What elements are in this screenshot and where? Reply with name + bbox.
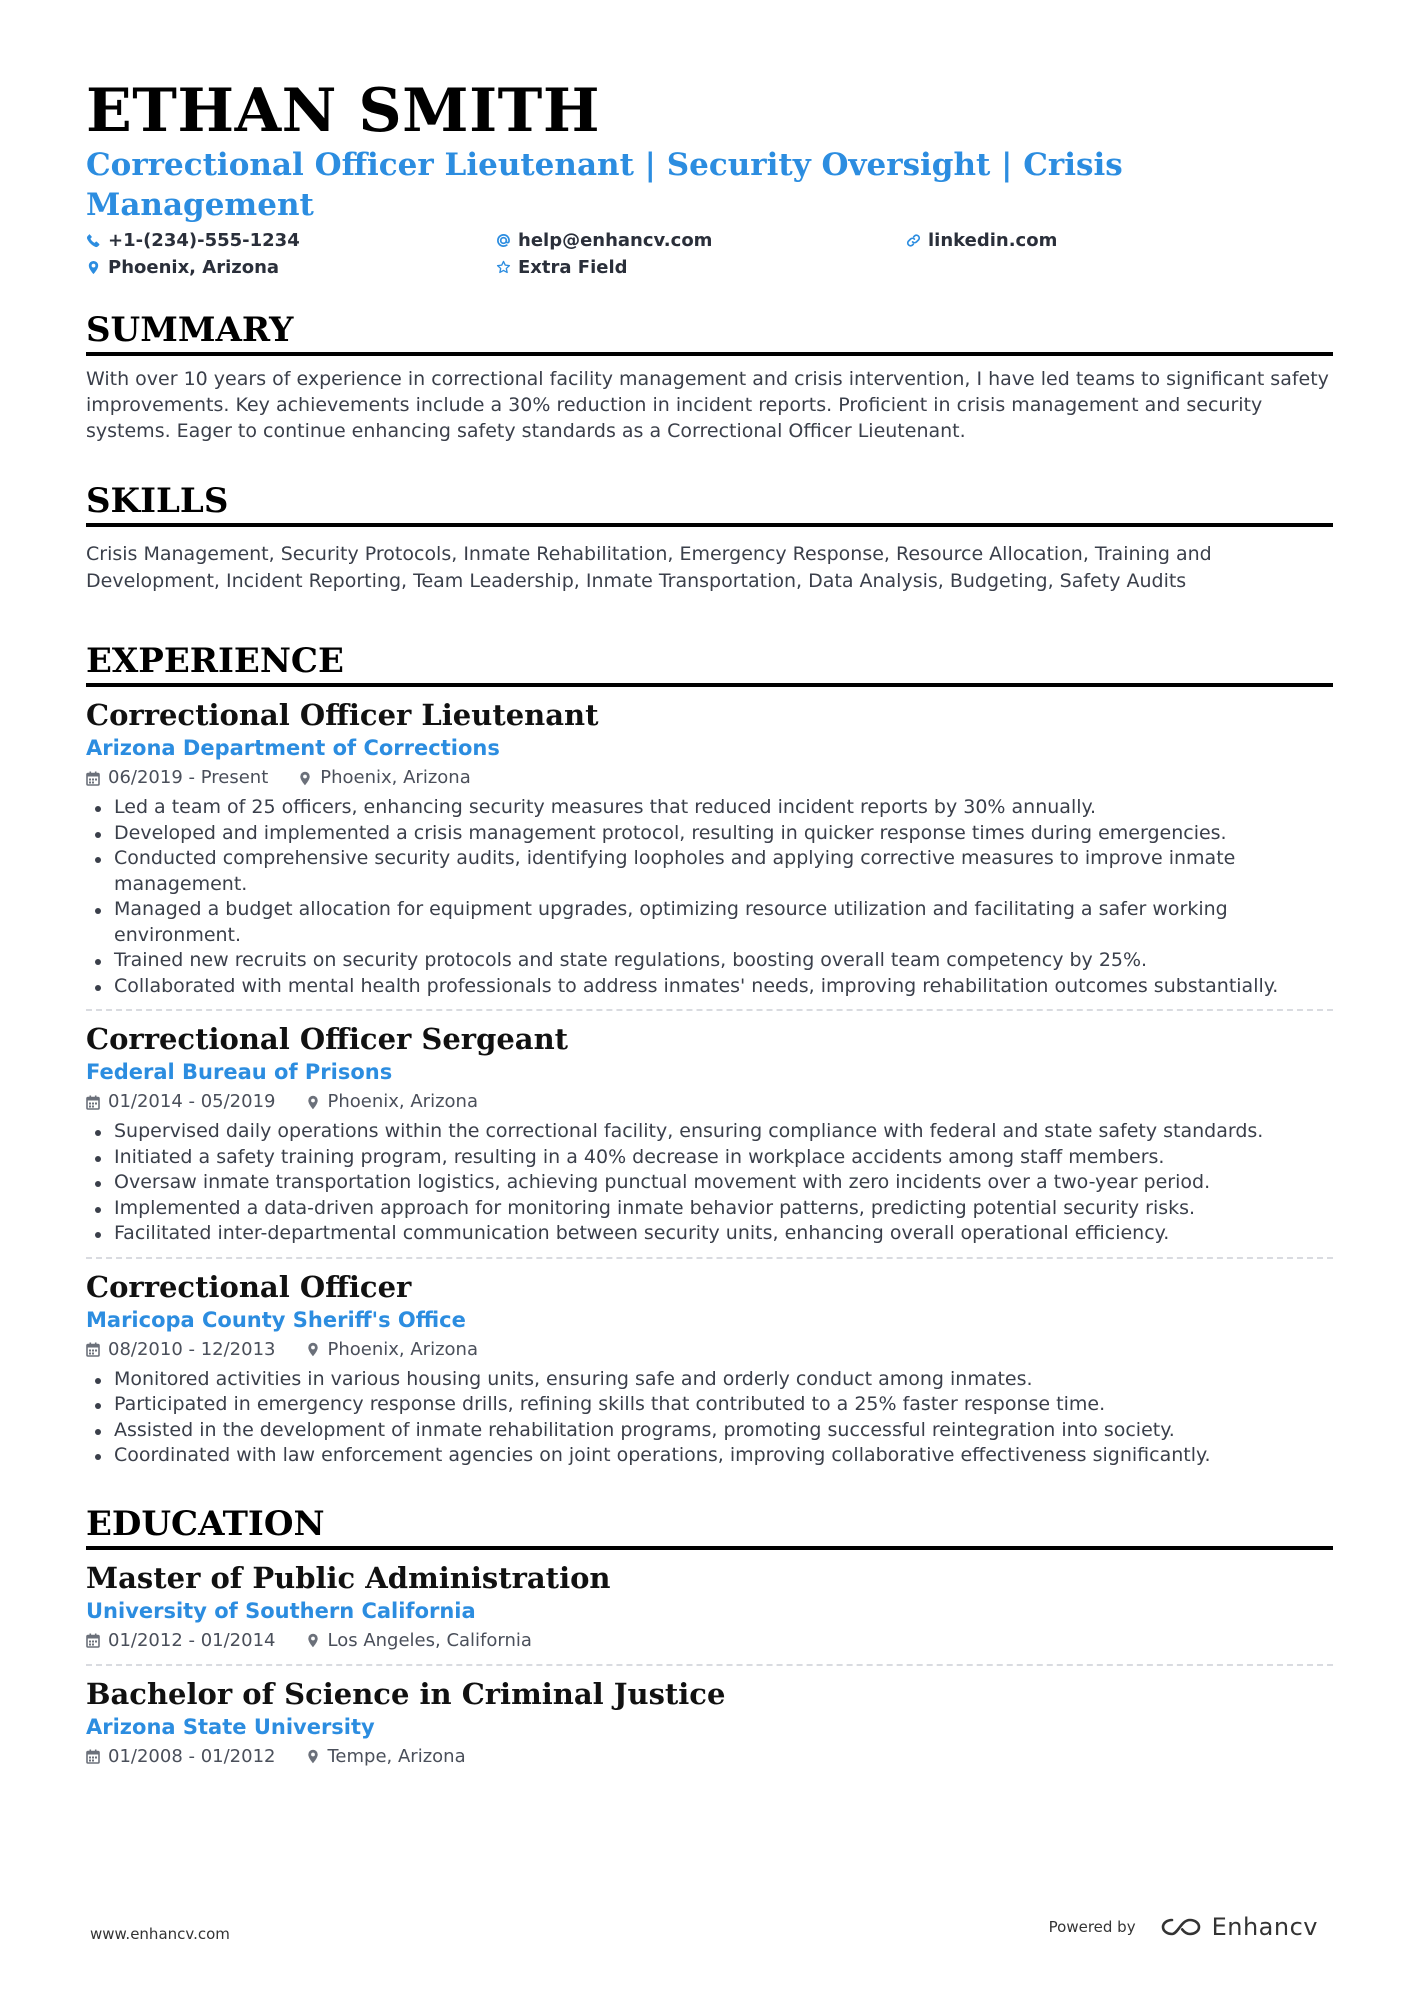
bullet-item: Monitored activities in various housing units, ensuring safe and orderly conduct among inmates. xyxy=(86,1367,1333,1393)
map-pin-icon xyxy=(306,1342,320,1357)
email-text: help@enhancv.com xyxy=(518,230,713,251)
resume-page xyxy=(86,75,1333,1770)
experience-title: EXPERIENCE xyxy=(86,641,1333,687)
calendar-icon xyxy=(86,1095,100,1110)
bullet-item: Supervised daily operations within the correctional facility, ensuring compliance with federal and state safety standards. xyxy=(86,1119,1333,1145)
contact-email[interactable] xyxy=(496,229,906,252)
school-name: University of Southern California xyxy=(86,1598,476,1623)
bullet-item: Participated in emergency response drills, refining skills that contributed to a 25% faster response time. xyxy=(86,1392,1333,1418)
education-section xyxy=(86,1504,1333,1770)
job-meta xyxy=(86,1337,1333,1363)
job-title: Correctional Officer Lieutenant xyxy=(86,698,599,732)
bullet-item: Facilitated inter-departmental communication between security units, enhancing overall operational efficiency. xyxy=(86,1221,1333,1247)
job-title: Correctional Officer Sergeant xyxy=(86,1022,569,1056)
headline: Correctional Officer Lieutenant | Security Oversight | Crisis Management xyxy=(86,147,1123,223)
job-dates: 06/2019 - Present xyxy=(108,767,269,788)
extra-field-text: Extra Field xyxy=(518,257,628,278)
education-dates: 01/2008 - 01/2012 xyxy=(108,1745,276,1767)
employer: Federal Bureau of Prisons xyxy=(86,1060,393,1084)
location-text: Phoenix, Arizona xyxy=(108,257,280,278)
skills-text: Crisis Management, Security Protocols, Inmate Rehabilitation, Emergency Response, Resource Allocation, Training and Development, Incident Reporting, Team Leadership, Inmate Transportation, Data Analysis, Budgeting, Safety Audits xyxy=(86,543,1212,592)
calendar-icon xyxy=(86,1749,100,1764)
bullet-item: Conducted comprehensive security audits, identifying loopholes and applying corrective measures to improve inmate management. xyxy=(86,846,1333,897)
education-location-text: Los Angeles, California xyxy=(327,1629,532,1651)
education-dates: 01/2012 - 01/2014 xyxy=(108,1629,276,1651)
linkedin-text: linkedin.com xyxy=(928,230,1058,251)
phone-text: +1-(234)-555-1234 xyxy=(108,230,300,251)
bullet-item: Trained new recruits on security protocols and state regulations, boosting overall team competency by 25%. xyxy=(86,948,1333,974)
degree-title: Master of Public Administration xyxy=(86,1560,611,1595)
star-icon xyxy=(496,260,511,275)
degree-title: Bachelor of Science in Criminal Justice xyxy=(86,1676,726,1711)
candidate-name: ETHAN SMITH xyxy=(86,76,601,146)
bullet-item: Led a team of 25 officers, enhancing security measures that reduced incident reports by 30% annually. xyxy=(86,795,1333,821)
job-bullets xyxy=(86,795,1333,999)
job-location-text: Phoenix, Arizona xyxy=(320,767,471,788)
job-location xyxy=(306,1089,478,1115)
job-meta xyxy=(86,765,1333,791)
education-entry xyxy=(86,1666,1333,1770)
job-bullets xyxy=(86,1367,1333,1469)
summary-text: With over 10 years of experience in correctional facility management and crisis intervention, I have led teams to significant safety improvements. Key achievements include a 30% reduction in incident reports. Proficient in crisis management and security systems. Eager to continue enhancing safety standards as a Correctional Officer Lieutenant. xyxy=(86,368,1329,442)
experience-entry xyxy=(86,1011,1333,1259)
enhancv-logo xyxy=(1158,1913,1318,1941)
calendar-icon xyxy=(86,1633,100,1648)
calendar-icon xyxy=(86,1342,100,1357)
footer-website[interactable]: www.enhancv.com xyxy=(90,1925,230,1943)
education-location xyxy=(306,1628,532,1654)
map-pin-icon xyxy=(298,771,312,786)
bullet-item: Initiated a safety training program, resulting in a 40% decrease in workplace accidents among staff members. xyxy=(86,1145,1333,1171)
education-title: EDUCATION xyxy=(86,1504,1333,1550)
at-icon xyxy=(496,233,511,248)
bullet-item: Implemented a data-driven approach for monitoring inmate behavior patterns, predicting potential security risks. xyxy=(86,1196,1333,1222)
education-location xyxy=(306,1744,466,1770)
map-pin-icon xyxy=(306,1095,320,1110)
bullet-item: Oversaw inmate transportation logistics, achieving punctual movement with zero incidents over a two-year period. xyxy=(86,1170,1333,1196)
job-dates: 01/2014 - 05/2019 xyxy=(108,1091,276,1112)
map-pin-icon xyxy=(306,1749,320,1764)
contact-info xyxy=(86,229,1333,279)
contact-location xyxy=(86,256,496,279)
summary-title: SUMMARY xyxy=(86,310,1333,356)
bullet-item: Coordinated with law enforcement agencies on joint operations, improving collaborative effectiveness significantly. xyxy=(86,1443,1333,1469)
brand-name: Enhancv xyxy=(1211,1913,1318,1941)
bullet-item: Collaborated with mental health professionals to address inmates' needs, improving rehabilitation outcomes substantially. xyxy=(86,974,1333,1000)
map-pin-icon xyxy=(306,1633,320,1648)
employer: Arizona Department of Corrections xyxy=(86,736,500,760)
job-location-text: Phoenix, Arizona xyxy=(327,1338,478,1360)
job-meta xyxy=(86,1089,1333,1115)
education-meta xyxy=(86,1628,1333,1654)
bullet-item: Assisted in the development of inmate rehabilitation programs, promoting successful reintegration into society. xyxy=(86,1418,1333,1444)
contact-phone[interactable] xyxy=(86,229,496,252)
experience-section xyxy=(86,641,1333,1469)
summary-section xyxy=(86,310,1333,444)
job-dates: 08/2010 - 12/2013 xyxy=(108,1338,276,1360)
powered-by-text: Powered by xyxy=(1048,1918,1136,1936)
experience-entry xyxy=(86,687,1333,1011)
contact-extra xyxy=(496,256,906,279)
job-title: Correctional Officer xyxy=(86,1269,412,1304)
calendar-icon xyxy=(86,771,100,786)
skills-title: SKILLS xyxy=(86,481,1333,527)
enhancv-logo-icon xyxy=(1158,1914,1204,1940)
school-name: Arizona State University xyxy=(86,1714,375,1739)
link-icon xyxy=(906,233,921,248)
job-bullets xyxy=(86,1119,1333,1247)
education-location-text: Tempe, Arizona xyxy=(327,1745,466,1767)
education-meta xyxy=(86,1744,1333,1770)
job-location xyxy=(306,1337,478,1363)
bullet-item: Developed and implemented a crisis management protocol, resulting in quicker response times during emergencies. xyxy=(86,821,1333,847)
footer-branding[interactable] xyxy=(1049,1913,1318,1941)
bullet-item: Managed a budget allocation for equipment upgrades, optimizing resource utilization and facilitating a safer working environment. xyxy=(86,897,1333,948)
contact-linkedin[interactable] xyxy=(906,229,1316,252)
experience-entry xyxy=(86,1259,1333,1469)
job-location xyxy=(298,765,470,791)
phone-icon xyxy=(86,233,101,248)
employer: Maricopa County Sheriff's Office xyxy=(86,1307,466,1332)
education-entry xyxy=(86,1550,1333,1666)
job-location-text: Phoenix, Arizona xyxy=(327,1091,478,1112)
map-pin-icon xyxy=(86,260,101,275)
skills-section xyxy=(86,481,1333,594)
